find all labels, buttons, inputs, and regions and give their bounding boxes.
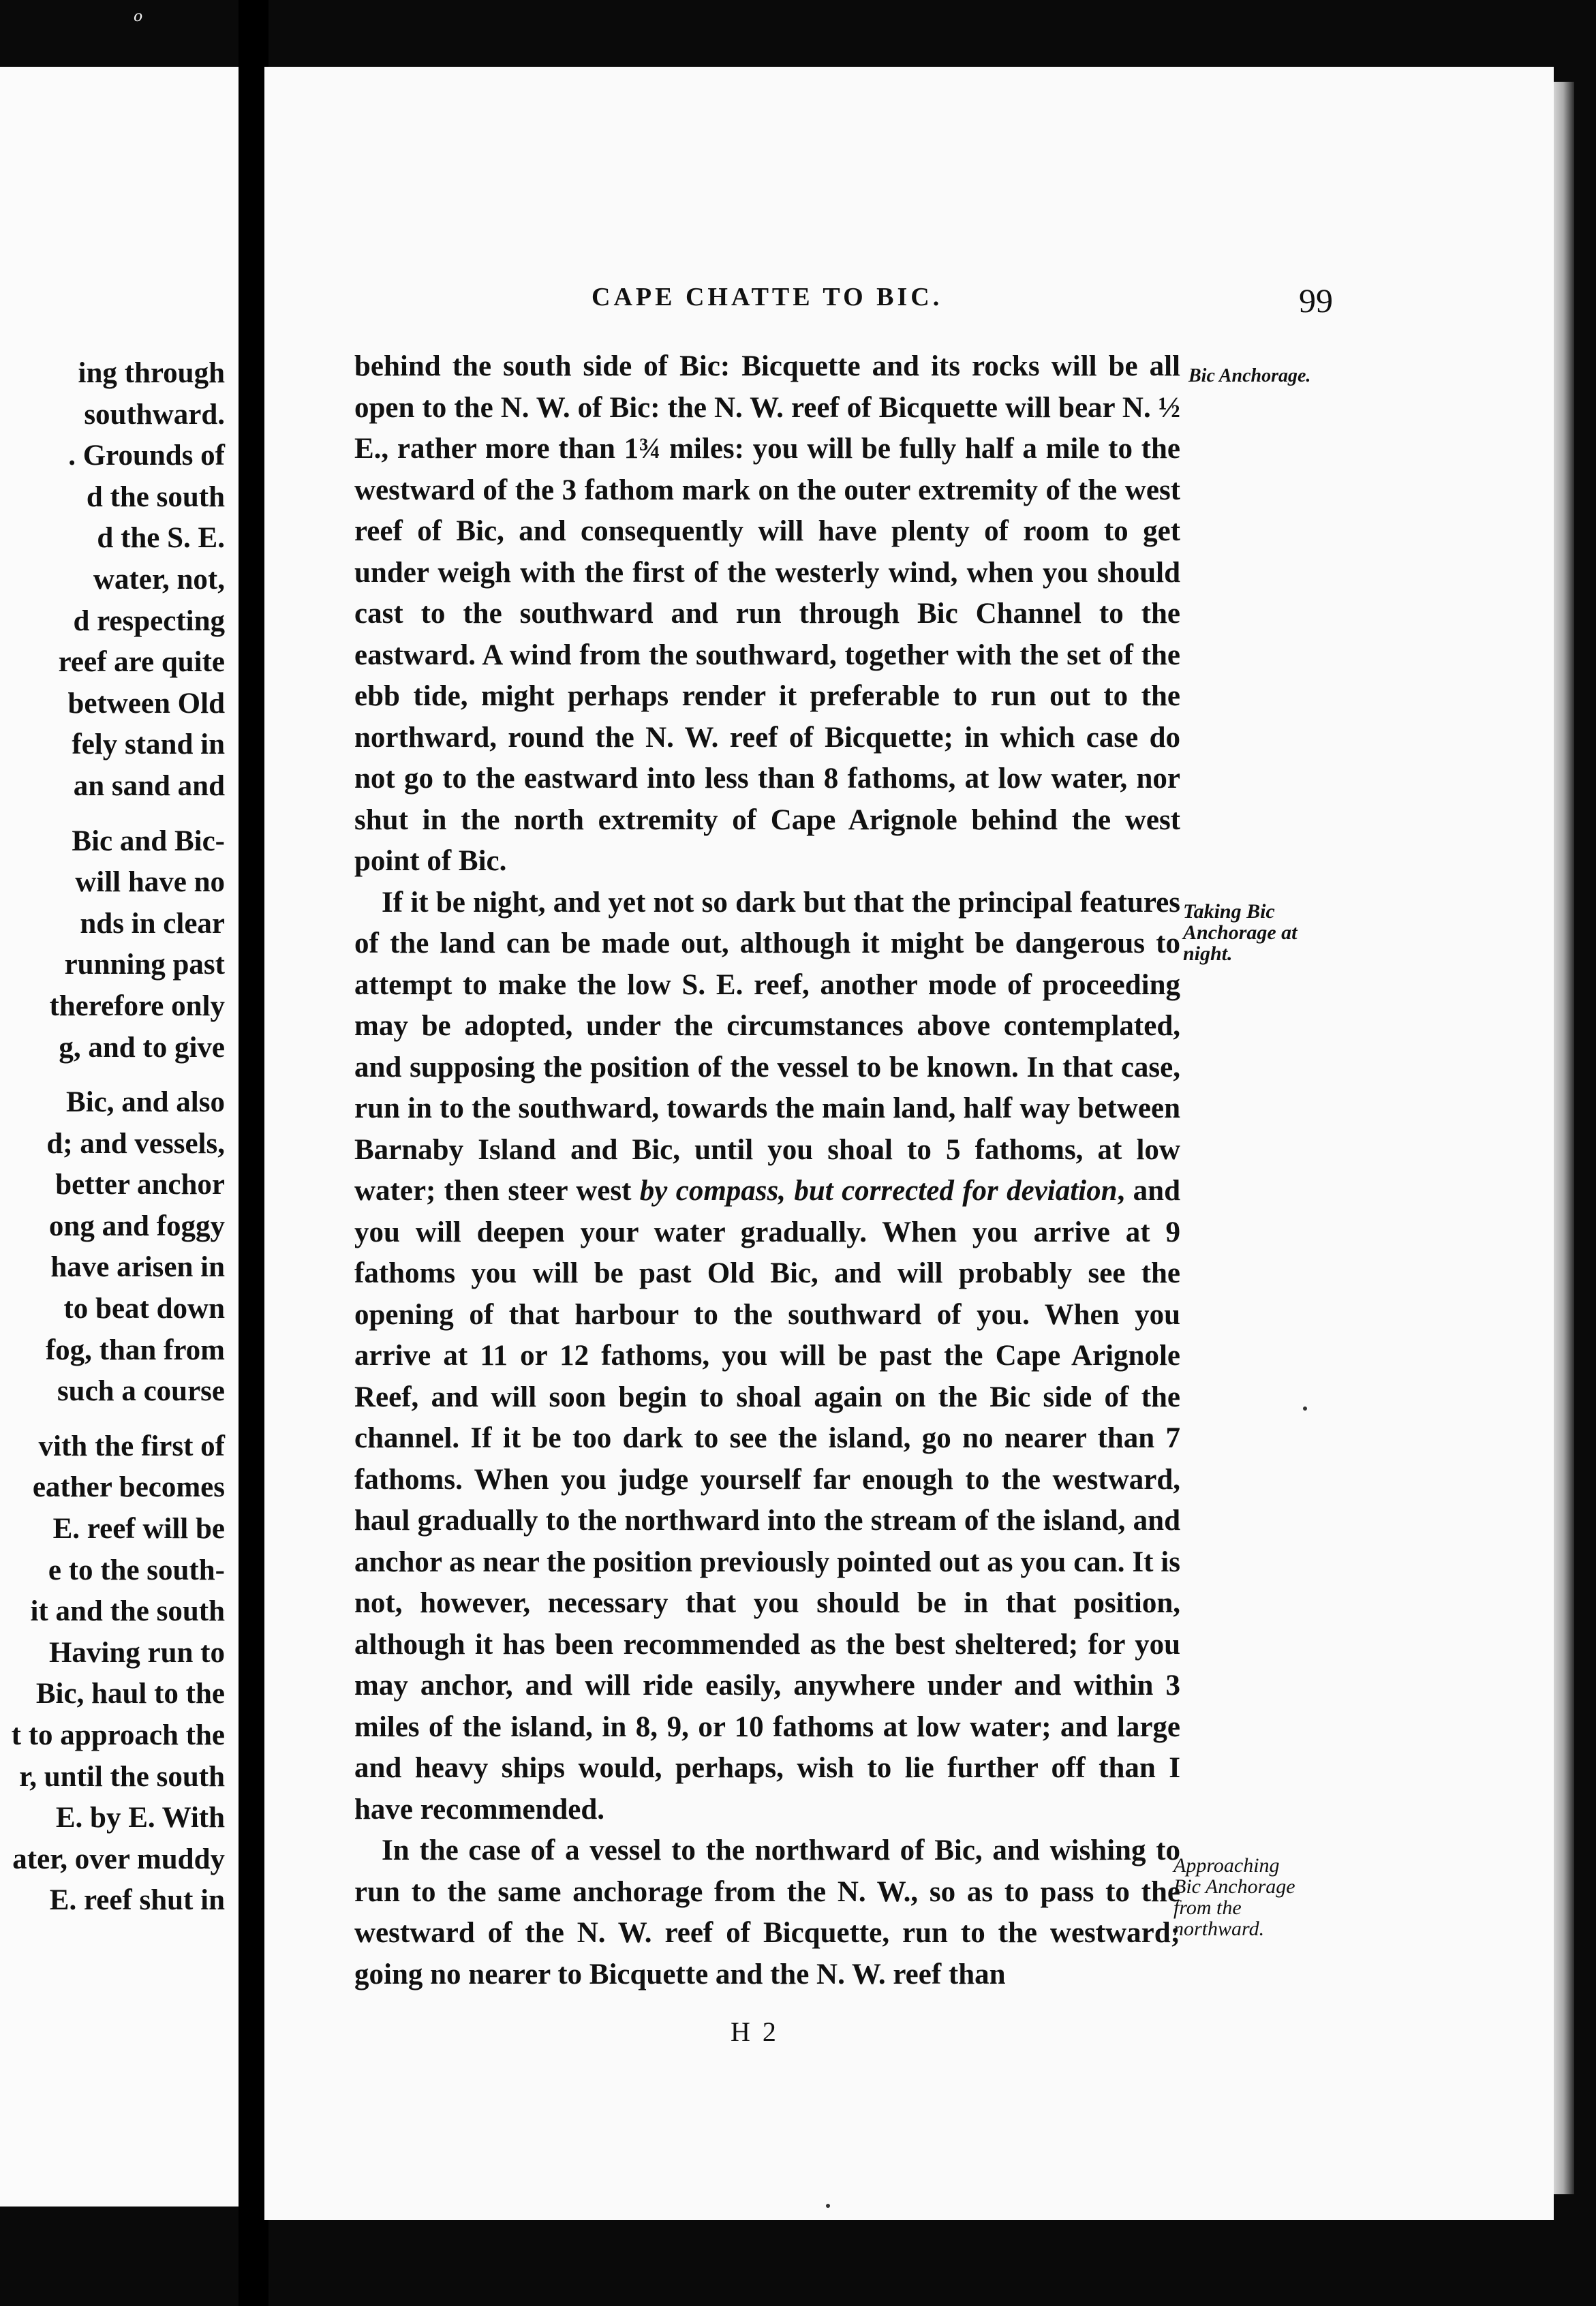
left-page-line: fog, than from	[45, 1334, 225, 1366]
left-page-line: d; and vessels,	[46, 1127, 225, 1160]
left-page-line: it and the south	[30, 1595, 225, 1628]
left-page-line: better anchor	[55, 1169, 225, 1201]
left-page-line: Bic, haul to the	[35, 1678, 225, 1710]
sidenote-line: Anchorage at	[1183, 921, 1298, 944]
italic-phrase: by compass, but corrected for deviation	[639, 1175, 1118, 1207]
ink-speck	[1303, 1406, 1307, 1411]
left-page-line: such a course	[57, 1375, 225, 1408]
paragraph-1: behind the south side of Bic: Bicquette and its rocks will be all open to the N. W. of Bic: the N. W. reef of Bicquette will bear N. ½ E., rather more than 1¾ miles: you will be fully half a mile to the westward of the 3 fathom mark on the outer extremity of the west reef of Bic, and consequently will have plenty of room to get under weigh with the first of the westerly wind, when you should cast to the southward and run through Bic Channel to the eastward. A wind from the southward, together with the set of the ebb tide, might perhaps render it preferable to run out to the northward, round the N. W. reef of Bicquette; in which case do not go to the eastward into less than 8 fathoms, at low water, nor shut in the north extremity of Cape Arignole behind the west point of Bic.	[354, 350, 1180, 877]
left-page-line: ong and foggy	[48, 1210, 225, 1242]
sidenote-line: Bic Anchorage	[1173, 1875, 1295, 1898]
sidenote-taking-bic	[1183, 901, 1298, 964]
left-page-line: between Old	[67, 687, 225, 720]
left-page-line: will have no	[75, 866, 225, 899]
left-page-line: reef are quite	[58, 646, 225, 679]
left-page-line: therefore only	[49, 989, 225, 1022]
left-page-line: Having run to	[48, 1636, 225, 1669]
left-page-line: nds in clear	[80, 907, 225, 940]
sidenote-line: from the	[1173, 1896, 1242, 1919]
left-page-line: Bic, and also	[66, 1086, 225, 1119]
left-page-line: g, and to give	[59, 1031, 225, 1064]
sidenote-approaching	[1173, 1855, 1295, 1939]
sidenote-line: night.	[1183, 942, 1233, 965]
left-page-line: an sand and	[73, 769, 225, 802]
left-page-line: to beat down	[63, 1293, 225, 1325]
left-page-line	[0, 1413, 225, 1426]
left-page-line: t to approach the	[11, 1719, 225, 1751]
left-page-line: r, until the south	[19, 1760, 225, 1793]
left-page-line: southward.	[84, 398, 225, 431]
left-page-line: ater, over muddy	[12, 1843, 225, 1875]
paragraph-2: If it be night, and yet not so dark but that the principal features of the land can be made out, although it might be dangerous to attempt to make the low S. E. reef, another mode of proceeding may be adopted, under the circumstances above contemplated, and supposing the position of the vessel to be known. In that case, run in to the southward, towards the main land, half way between Barnaby Island and Bic, until you shoal to 5 fathoms, at low water; then steer west by compass, but corrected for deviation, and you will deepen your water gradually. When you arrive at 9 fathoms you will be past Old Bic, and will probably see the opening of that harbour to the southward of you. When you arrive at 11 or 12 fathoms, you will be past the Cape Arignole Reef, and will soon begin to shoal again on the Bic side of the channel. If it be too dark to see the island, go no nearer than 7 fathoms. When you judge yourself far enough to the westward, haul gradually to the northward into the stream of the island, and anchor as near the position previously pointed out as you can. It is not, however, necessary that you should be in that position, although it has been recommended as the best sheltered; for you may anchor, and will ride easily, anywhere under and within 3 miles of the island, in 8, 9, or 10 fathoms at low water; and large and heavy ships would, perhaps, wish to lie further off than I have recommended.	[354, 886, 1180, 1826]
page-number: 99	[1299, 281, 1333, 320]
left-page-line: . Grounds of	[68, 440, 225, 472]
left-page-line: Bic and Bic-	[72, 825, 225, 857]
left-page-line: running past	[64, 949, 225, 981]
left-page-line: E. by E. With	[55, 1802, 225, 1834]
body-text	[354, 346, 1180, 1995]
left-page-line: vith the first of	[38, 1430, 225, 1462]
left-page-line	[0, 808, 225, 821]
left-page-fragment	[0, 67, 239, 2207]
left-page-line: have arisen in	[50, 1251, 225, 1284]
left-page-line	[0, 1069, 225, 1082]
sidenote-line: Taking Bic	[1183, 900, 1275, 923]
left-page-lines	[0, 353, 225, 1922]
paragraph-3: In the case of a vessel to the northward of Bic, and wishing to run to the same anchorage from the N. W., so as to pass to the westward of the N. W. reef of Bicquette, run to the westward; going no nearer to Bicquette and the N. W. reef than	[354, 1834, 1180, 1990]
left-page-line: e to the south-	[48, 1554, 225, 1586]
left-page-line: fely stand in	[72, 728, 225, 761]
signature-mark: H 2	[731, 2016, 779, 2047]
sidenote-bic-anchorage: Bic Anchorage.	[1188, 365, 1311, 386]
left-page-line: water, not,	[93, 563, 225, 596]
left-page-line: d respecting	[73, 604, 225, 637]
left-page-line: d the S. E.	[97, 522, 225, 555]
left-page-line: E. reef shut in	[49, 1884, 225, 1917]
running-head: CAPE CHATTE TO BIC.	[592, 283, 943, 311]
sidenote-line: northward.	[1173, 1918, 1265, 1940]
scan-mark: o	[134, 8, 143, 25]
left-page-line: E. reef will be	[52, 1513, 225, 1546]
ink-speck	[826, 2204, 830, 2208]
left-page-line: d the south	[86, 480, 225, 513]
left-page-line: ing through	[78, 357, 225, 389]
left-page-line: eather becomes	[32, 1471, 225, 1504]
sidenote-line: Approaching	[1173, 1854, 1280, 1877]
